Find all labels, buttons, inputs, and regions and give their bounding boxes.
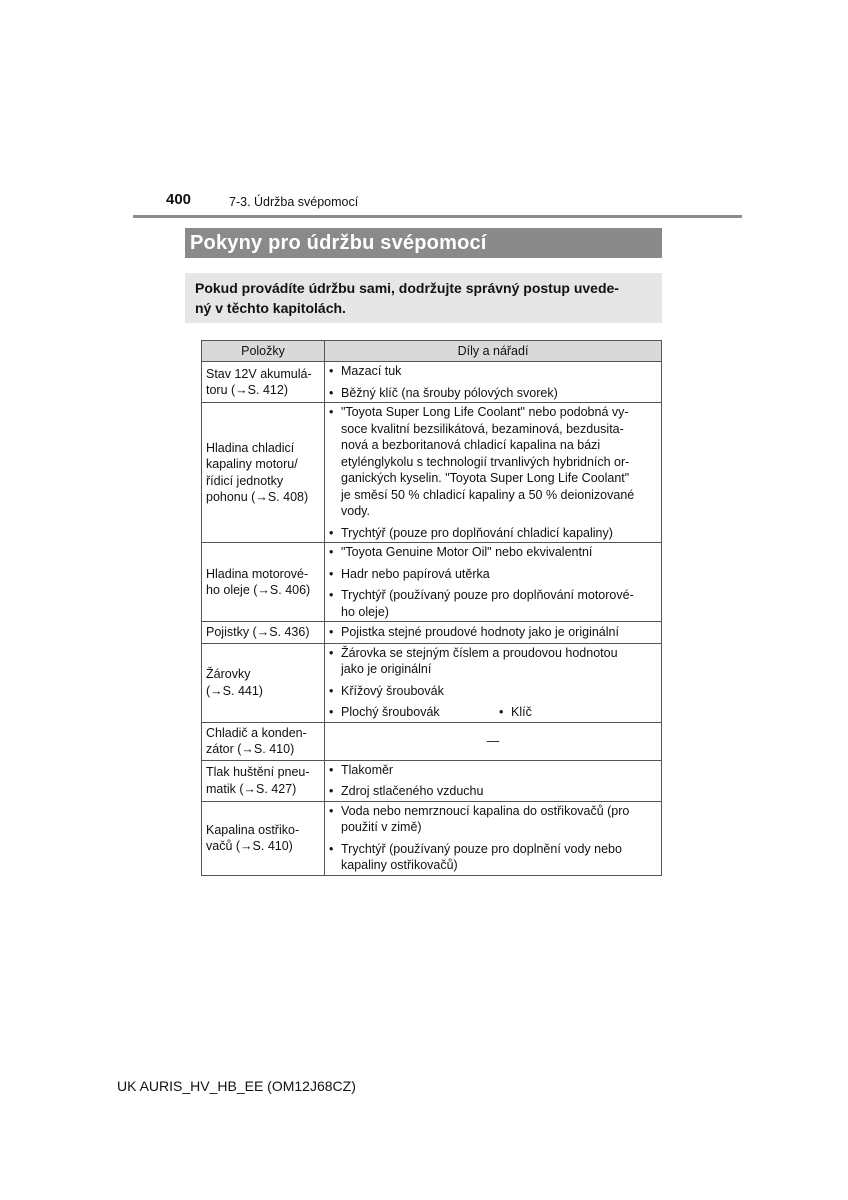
item-line: (→S. 441) xyxy=(206,683,263,698)
part-line: etylénglykolu s technologií trvanlivých hybridních or- xyxy=(341,454,630,469)
part-bullet xyxy=(325,524,661,543)
bullet-icon: • xyxy=(329,645,334,660)
parts-cell xyxy=(325,362,662,403)
intro-line: Pokud provádíte údržbu sami, dodržujte správný postup uvede- xyxy=(195,280,619,296)
part-text xyxy=(341,762,657,779)
part-bullet xyxy=(325,840,661,875)
bullet-icon: • xyxy=(329,566,334,581)
part-line: Trychtýř (pouze pro doplňování chladicí kapaliny) xyxy=(341,525,613,540)
part-line: Trychtýř (používaný pouze pro doplňování motorové- xyxy=(341,588,634,602)
part-line: Trychtýř (používaný pouze pro doplnění vody nebo xyxy=(341,841,622,856)
page-title: Pokyny pro údržbu svépomocí xyxy=(185,228,662,258)
part-text xyxy=(341,404,657,520)
parts-table xyxy=(201,340,662,876)
parts-cell xyxy=(325,760,662,801)
part-bullet xyxy=(325,782,661,801)
header-parts: Díly a nářadí xyxy=(325,341,662,362)
footer-code: UK AURIS_HV_HB_EE (OM12J68CZ) xyxy=(117,1078,356,1094)
part-bullet xyxy=(325,761,661,780)
item-line: zátor (→S. 410) xyxy=(206,742,295,756)
bullet-icon: • xyxy=(329,545,334,559)
item-line: Hladina motorové- xyxy=(206,566,309,581)
item-cell xyxy=(202,622,325,644)
item-cell xyxy=(202,362,325,403)
table-row xyxy=(202,801,662,875)
part-text xyxy=(341,385,657,402)
part-line: Hadr nebo papírová utěrka xyxy=(341,566,490,581)
item-cell xyxy=(202,760,325,801)
part-line: vody. xyxy=(341,504,370,518)
item-line: Stav 12V akumulá- xyxy=(206,366,312,381)
part-text xyxy=(341,544,657,561)
part-line: "Toyota Super Long Life Coolant" nebo podobná vy- xyxy=(341,405,629,419)
bullet-icon: • xyxy=(499,705,504,719)
part-text xyxy=(341,841,657,874)
part-line: Běžný klíč (na šrouby pólových svorek) xyxy=(341,385,558,400)
part-line: Voda nebo nemrznoucí kapalina do ostřikovačů (pro xyxy=(341,803,630,818)
table-row xyxy=(202,403,662,543)
header-rule xyxy=(133,215,742,218)
table-row xyxy=(202,643,662,722)
part-text xyxy=(341,525,657,542)
parts-cell xyxy=(325,801,662,875)
parts-cell xyxy=(325,643,662,722)
bullet-icon: • xyxy=(329,683,334,698)
part-bullet xyxy=(325,644,661,679)
item-line: Hladina chladicí xyxy=(206,440,295,455)
bullet-icon: • xyxy=(329,364,334,378)
header-items: Položky xyxy=(202,341,325,362)
bullet-icon: • xyxy=(329,625,334,639)
bullet-icon: • xyxy=(329,385,334,400)
parts-cell xyxy=(325,543,662,622)
item-line: kapaliny motoru/ xyxy=(206,457,298,471)
parts-cell xyxy=(325,403,662,543)
bullet-icon: • xyxy=(329,841,334,856)
bullet-icon: • xyxy=(329,803,334,818)
part-text xyxy=(341,363,657,380)
table-header-row xyxy=(202,341,662,362)
part-bullet xyxy=(325,682,661,701)
part-text: Plochý šroubovák xyxy=(341,705,440,719)
item-line: řídicí jednotky xyxy=(206,473,284,488)
part-text xyxy=(341,683,657,700)
part-bullet xyxy=(325,543,661,562)
item-line: pohonu (→S. 408) xyxy=(206,490,309,504)
table-row xyxy=(202,722,662,760)
part-bullet xyxy=(325,362,661,381)
part-bullet xyxy=(325,586,661,621)
bullet-icon: • xyxy=(329,588,334,602)
part-bullet-pair xyxy=(325,703,661,722)
intro-box xyxy=(185,273,662,323)
part-text xyxy=(341,566,657,583)
part-text: Klíč xyxy=(511,705,532,719)
part-line: Pojistka stejné proudové hodnoty jako je originální xyxy=(341,625,619,639)
part-line: ho oleje) xyxy=(341,604,389,619)
part-line: jako je originální xyxy=(341,662,432,676)
part-bullet xyxy=(325,623,661,642)
part-bullet xyxy=(325,802,661,837)
part-line: použití v zimě) xyxy=(341,820,422,834)
part-line: Zdroj stlačeného vzduchu xyxy=(341,784,484,798)
part-line: nová a bezboritanová chladicí kapalina na bázi xyxy=(341,438,601,452)
part-line: ganických kyselin. "Toyota Super Long Life Coolant" xyxy=(341,471,630,485)
part-bullet xyxy=(329,704,499,721)
part-line: Křížový šroubovák xyxy=(341,683,444,698)
part-text xyxy=(341,624,657,641)
part-bullet xyxy=(325,565,661,584)
part-bullet xyxy=(325,384,661,403)
bullet-icon: • xyxy=(329,525,334,540)
item-line: toru (→S. 412) xyxy=(206,383,288,397)
table-row xyxy=(202,622,662,644)
part-text xyxy=(341,645,657,678)
item-cell xyxy=(202,722,325,760)
bullet-icon: • xyxy=(329,784,334,798)
part-line: Žárovka se stejným číslem a proudovou hodnotou xyxy=(341,645,618,660)
item-line: Chladič a konden- xyxy=(206,725,307,740)
page-number: 400 xyxy=(166,191,192,208)
item-cell xyxy=(202,403,325,543)
table-row xyxy=(202,543,662,622)
part-line: Mazací tuk xyxy=(341,364,402,378)
item-line: Kapalina ostřiko- xyxy=(206,822,300,837)
bullet-icon: • xyxy=(329,762,334,777)
parts-cell xyxy=(325,622,662,644)
empty-dash: — xyxy=(486,733,500,748)
part-text xyxy=(341,803,657,836)
bullet-icon: • xyxy=(329,705,334,719)
intro-line: ný v těchto kapitolách. xyxy=(195,300,346,316)
part-line: soce kvalitní bezsilikátová, bezaminová, bezdusita- xyxy=(341,421,624,436)
table-row xyxy=(202,760,662,801)
item-line: Žárovky xyxy=(206,667,251,681)
item-cell xyxy=(202,643,325,722)
bullet-icon: • xyxy=(329,405,334,419)
item-cell xyxy=(202,543,325,622)
item-line: matik (→S. 427) xyxy=(206,781,297,796)
part-line: "Toyota Genuine Motor Oil" nebo ekvivalentní xyxy=(341,545,593,559)
item-cell xyxy=(202,801,325,875)
part-text xyxy=(341,783,657,800)
part-line: je směsí 50 % chladicí kapaliny a 50 % deionizované xyxy=(341,487,635,502)
part-line: Tlakoměr xyxy=(341,762,394,777)
table-row xyxy=(202,362,662,403)
item-line: vačů (→S. 410) xyxy=(206,839,293,853)
part-text xyxy=(341,587,657,620)
part-bullet xyxy=(499,704,532,721)
parts-cell xyxy=(325,722,662,760)
part-bullet xyxy=(325,403,661,521)
section-title: 7-3. Údržba svépomocí xyxy=(229,195,359,209)
item-line: Tlak huštění pneu- xyxy=(206,765,310,779)
item-line: ho oleje (→S. 406) xyxy=(206,583,311,597)
part-line: kapaliny ostřikovačů) xyxy=(341,858,458,872)
item-line: Pojistky (→S. 436) xyxy=(206,625,310,639)
